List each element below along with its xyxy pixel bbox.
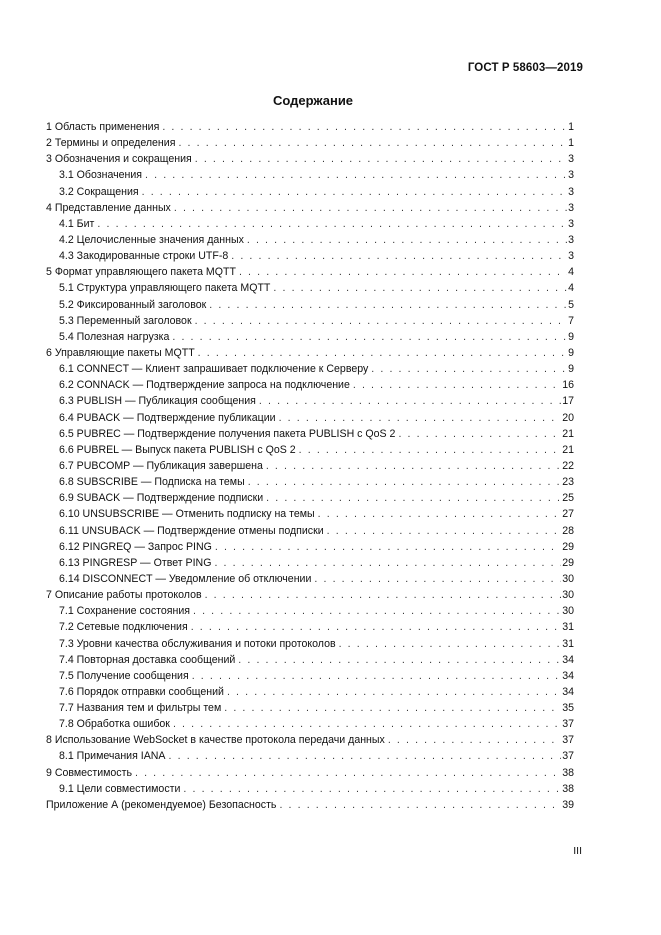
toc-entry-title: 6.3 PUBLISH — Публикация сообщения	[59, 395, 256, 408]
toc-entry-page: 3	[568, 233, 574, 246]
toc-entry[interactable]	[46, 280, 574, 296]
toc-entry-title: 6.4 PUBACK — Подтверждение публикации	[59, 411, 276, 424]
toc-entry[interactable]	[46, 619, 574, 635]
toc-entry-page: 3	[568, 185, 574, 198]
toc-entry-title: 7.4 Повторная доставка сообщений	[59, 653, 236, 666]
toc-entry[interactable]	[46, 329, 574, 345]
toc-leader-dots	[192, 668, 562, 684]
toc-leader-dots	[238, 652, 561, 668]
toc-entry-title: 6.8 SUBSCRIBE — Подписка на темы	[59, 476, 245, 489]
toc-entry[interactable]	[46, 377, 574, 393]
toc-leader-dots	[327, 523, 562, 539]
toc-leader-dots	[169, 748, 562, 764]
toc-entry[interactable]	[46, 426, 574, 442]
toc-leader-dots	[145, 167, 567, 183]
toc-entry-page: 17	[562, 395, 574, 408]
toc-entry[interactable]	[46, 684, 574, 700]
toc-entry-page: 37	[562, 750, 574, 763]
toc-entry[interactable]	[46, 216, 574, 232]
toc-entry-page: 31	[562, 637, 574, 650]
toc-entry-title: 7.1 Сохранение состояния	[59, 605, 190, 618]
toc-entry-page: 30	[562, 572, 574, 585]
toc-entry[interactable]	[46, 458, 574, 474]
toc-leader-dots	[299, 442, 562, 458]
toc-entry[interactable]	[46, 200, 574, 216]
toc-entry[interactable]	[46, 652, 574, 668]
toc-leader-dots	[248, 474, 562, 490]
toc-entry[interactable]	[46, 410, 574, 426]
toc-entry-title: 6.2 CONNACK — Подтверждение запроса на подключение	[59, 379, 350, 392]
toc-entry-page: 37	[562, 718, 574, 731]
toc-entry-title: 4.3 Закодированные строки UTF-8	[59, 250, 229, 263]
toc-entry-title: 9 Совместимость	[46, 766, 132, 779]
toc-leader-dots	[279, 410, 562, 426]
toc-entry-page: 39	[562, 798, 574, 811]
toc-entry-page: 20	[562, 411, 574, 424]
toc-entry[interactable]	[46, 119, 574, 135]
toc-entry-page: 1	[568, 137, 574, 150]
toc-entry[interactable]	[46, 716, 574, 732]
toc-entry-page: 3	[568, 250, 574, 263]
toc-entry-title: 7.8 Обработка ошибок	[59, 718, 170, 731]
toc-entry-title: 6.6 PUBREL — Выпуск пакета PUBLISH с QoS 2	[59, 443, 296, 456]
toc-entry-page: 34	[562, 653, 574, 666]
toc-leader-dots	[388, 732, 561, 748]
toc-entry-page: 3	[568, 153, 574, 166]
toc-leader-dots	[231, 248, 567, 264]
toc-leader-dots	[135, 765, 561, 781]
toc-entry[interactable]	[46, 636, 574, 652]
toc-entry-page: 9	[568, 346, 574, 359]
toc-entry[interactable]	[46, 668, 574, 684]
toc-leader-dots	[172, 329, 567, 345]
toc-title: Содержание	[272, 93, 354, 108]
toc-leader-dots	[266, 458, 561, 474]
toc-leader-dots	[162, 119, 567, 135]
toc-entry[interactable]	[46, 184, 574, 200]
toc-leader-dots	[178, 135, 567, 151]
toc-leader-dots	[318, 506, 562, 522]
toc-entry-page: 1	[568, 121, 574, 133]
toc-entry-page: 21	[562, 443, 574, 456]
toc-entry-page: 23	[562, 476, 574, 489]
toc-entry-title: 7.7 Названия тем и фильтры тем	[59, 702, 222, 715]
toc-leader-dots	[191, 619, 562, 635]
toc-leader-dots	[97, 216, 567, 232]
toc-entry-page: 22	[562, 459, 574, 472]
toc-entry-page: 30	[562, 605, 574, 618]
toc-entry[interactable]	[46, 313, 574, 329]
table-of-contents	[46, 119, 574, 813]
toc-entry-page: 29	[562, 540, 574, 553]
toc-entry-title: 8 Использование WebSocket в качестве протокола передачи данных	[46, 734, 385, 747]
toc-entry-title: 6.5 PUBREC — Подтверждение получения пакета PUBLISH с QoS 2	[59, 427, 396, 440]
toc-entry-title: 6.14 DISCONNECT — Уведомление об отключении	[59, 572, 312, 585]
toc-entry-title: 4 Представление данных	[46, 201, 171, 214]
toc-entry-title: 2 Термины и определения	[46, 137, 176, 150]
toc-leader-dots	[227, 684, 561, 700]
toc-entry-title: 3.2 Сокращения	[59, 185, 139, 198]
toc-entry[interactable]	[46, 555, 574, 571]
toc-entry-title: 6.1 CONNECT — Клиент запрашивает подключение к Серверу	[59, 363, 369, 376]
toc-leader-dots	[183, 781, 561, 797]
toc-leader-dots	[314, 571, 561, 587]
toc-entry-title: 6 Управляющие пакеты MQTT	[46, 346, 195, 359]
toc-entry-title: 6.9 SUBACK — Подтверждение подписки	[59, 492, 264, 505]
toc-entry-title: 3.1 Обозначения	[59, 169, 143, 182]
toc-leader-dots	[193, 603, 561, 619]
toc-entry-page: 38	[562, 782, 574, 795]
toc-entry-title: 7 Описание работы протоколов	[46, 589, 202, 602]
toc-entry[interactable]	[46, 700, 574, 716]
toc-entry[interactable]	[46, 506, 574, 522]
page-number: III	[573, 845, 582, 857]
toc-entry[interactable]	[46, 393, 574, 409]
toc-entry-page: 4	[568, 282, 574, 295]
toc-entry-page: 4	[568, 266, 574, 279]
toc-leader-dots	[239, 264, 567, 280]
toc-entry-page: 30	[562, 589, 574, 602]
toc-entry[interactable]	[46, 135, 574, 151]
toc-leader-dots	[224, 700, 561, 716]
toc-entry[interactable]	[46, 297, 574, 313]
toc-entry[interactable]	[46, 248, 574, 264]
toc-entry-title: 5 Формат управляющего пакета MQTT	[46, 266, 236, 279]
toc-entry[interactable]	[46, 748, 574, 764]
toc-leader-dots	[279, 797, 561, 813]
toc-leader-dots	[215, 539, 561, 555]
toc-entry-title: 5.3 Переменный заголовок	[59, 314, 192, 327]
toc-entry-title: 5.1 Структура управляющего пакета MQTT	[59, 282, 271, 295]
toc-entry[interactable]	[46, 474, 574, 490]
toc-entry-page: 38	[562, 766, 574, 779]
toc-entry-title: 7.3 Уровни качества обслуживания и потоки протоколов	[59, 637, 336, 650]
toc-leader-dots	[198, 345, 567, 361]
toc-entry[interactable]	[46, 603, 574, 619]
toc-entry-title: 7.6 Порядок отправки сообщений	[59, 685, 224, 698]
toc-entry[interactable]	[46, 345, 574, 361]
toc-leader-dots	[209, 297, 567, 313]
toc-entry-page: 28	[562, 524, 574, 537]
toc-entry-title: 6.10 UNSUBSCRIBE — Отменить подписку на темы	[59, 508, 315, 521]
toc-leader-dots	[195, 313, 568, 329]
toc-entry-page: 9	[568, 363, 574, 376]
toc-entry[interactable]	[46, 587, 574, 603]
toc-leader-dots	[273, 280, 567, 296]
toc-leader-dots	[353, 377, 561, 393]
toc-entry-title: 1 Область применения	[46, 121, 160, 133]
toc-entry[interactable]	[46, 523, 574, 539]
toc-entry-page: 34	[562, 669, 574, 682]
toc-entry-page: 9	[568, 330, 574, 343]
toc-entry-page: 25	[562, 492, 574, 505]
toc-leader-dots	[259, 393, 561, 409]
toc-entry-page: 37	[562, 734, 574, 747]
toc-entry-page: 3	[568, 217, 574, 230]
toc-leader-dots	[205, 587, 562, 603]
toc-entry[interactable]	[46, 765, 574, 781]
toc-entry-title: 9.1 Цели совместимости	[59, 782, 181, 795]
toc-entry-title: 4.1 Бит	[59, 217, 95, 230]
toc-entry[interactable]	[46, 151, 574, 167]
toc-entry-title: 4.2 Целочисленные значения данных	[59, 233, 244, 246]
standard-code: ГОСТ Р 58603—2019	[467, 62, 583, 74]
toc-entry-page: 3	[568, 169, 574, 182]
toc-entry-title: 7.2 Сетевые подключения	[59, 621, 188, 634]
toc-entry-title: 6.11 UNSUBACK — Подтверждение отмены подписки	[59, 524, 324, 537]
toc-leader-dots	[266, 490, 561, 506]
toc-entry-page: 5	[568, 298, 574, 311]
toc-entry-page: 3	[568, 201, 574, 214]
toc-leader-dots	[195, 151, 567, 167]
toc-leader-dots	[214, 555, 561, 571]
toc-entry-page: 34	[562, 685, 574, 698]
toc-entry-title: 8.1 Примечания IANA	[59, 750, 166, 763]
toc-entry[interactable]	[46, 490, 574, 506]
toc-entry-title: 7.5 Получение сообщения	[59, 669, 189, 682]
toc-entry-title: 6.12 PINGREQ — Запрос PING	[59, 540, 212, 553]
toc-entry-page: 27	[562, 508, 574, 521]
toc-entry-title: 5.4 Полезная нагрузка	[59, 330, 170, 343]
toc-leader-dots	[371, 361, 567, 377]
toc-entry[interactable]	[46, 571, 574, 587]
toc-entry-title: 5.2 Фиксированный заголовок	[59, 298, 207, 311]
toc-leader-dots	[339, 636, 562, 652]
toc-entry-page: 29	[562, 556, 574, 569]
toc-entry[interactable]	[46, 797, 574, 813]
toc-entry[interactable]	[46, 361, 574, 377]
toc-entry[interactable]	[46, 232, 574, 248]
toc-leader-dots	[142, 184, 567, 200]
toc-entry-page: 16	[562, 379, 574, 392]
toc-leader-dots	[247, 232, 567, 248]
toc-leader-dots	[173, 716, 561, 732]
toc-entry-title: 3 Обозначения и сокращения	[46, 153, 192, 166]
toc-entry-title: 6.13 PINGRESP — Ответ PING	[59, 556, 212, 569]
toc-entry-page: 7	[568, 314, 574, 327]
toc-entry[interactable]	[46, 781, 574, 797]
toc-entry[interactable]	[46, 264, 574, 280]
toc-entry[interactable]	[46, 442, 574, 458]
toc-entry-page: 21	[562, 427, 574, 440]
toc-entry-title: 6.7 PUBCOMP — Публикация завершена	[59, 459, 263, 472]
toc-entry[interactable]	[46, 539, 574, 555]
toc-entry-page: 31	[562, 621, 574, 634]
toc-entry-title: Приложение А (рекомендуемое) Безопасность	[46, 798, 277, 811]
toc-entry[interactable]	[46, 732, 574, 748]
toc-entry[interactable]	[46, 167, 574, 183]
toc-leader-dots	[398, 426, 561, 442]
toc-entry-page: 35	[562, 702, 574, 715]
toc-leader-dots	[174, 200, 567, 216]
